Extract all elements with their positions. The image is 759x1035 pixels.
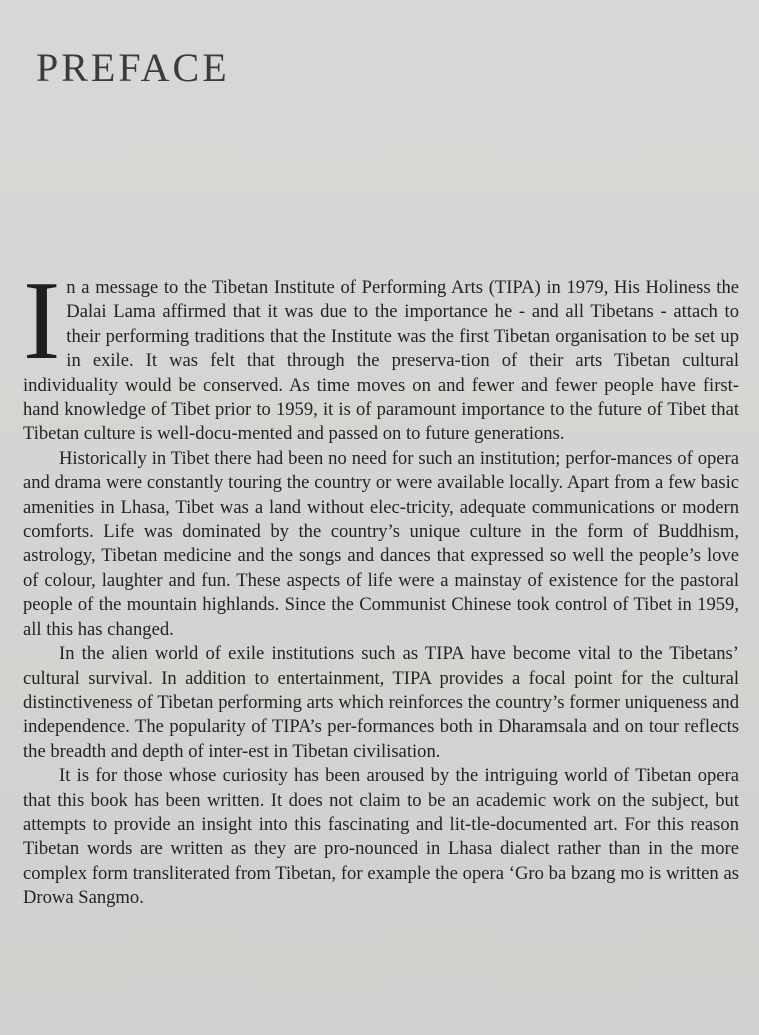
paragraph-4: It is for those whose curiosity has been aroused by the intriguing world of Tibetan opera that this book has been written. It does not claim to be an academic work on the subject, but attempts to provide an insight into this fascinating and lit-tle-documented art. For this reason Tibetan words are written as they are pro-nounced in Lhasa dialect rather than in the more complex form transliterated from Tibetan, for example the opera ‘Gro ba bzang mo is written as Drowa Sangmo. [23,765,739,909]
preface-body [23,259,739,911]
paragraph-1-text: n a message to the Tibetan Institute of Performing Arts (TIPA) in 1979, His Holiness the Dalai Lama affirmed that it was due to the importance he - and all Tibetans - attach to their performing traditions that the Institute was the first Tibetan organisation to be set up in exile. It was felt that through the preserva-tion of their arts Tibetan cultural individuality would be conserved. As time moves on and fewer and fewer people have first-hand knowledge of Tibet prior to 1959, it is of paramount importance to the future of Tibet that Tibetan culture is well-docu-mented and passed on to future generations. [23,277,739,445]
paragraph-1 [23,259,739,447]
paragraph-2: Historically in Tibet there had been no need for such an institution; perfor-mances of opera and drama were constantly touring the country or were available locally. Apart from a few basic amenities in Lhasa, Tibet was a land without elec-tricity, adequate communications or modern comforts. Life was dominated by the country’s unique culture in the form of Buddhism, astrology, Tibetan medicine and the songs and dances that expressed so well the people’s love of colour, laughter and fun. These aspects of life were a mainstay of existence for the pastoral people of the mountain highlands. Since the Communist Chinese took control of Tibet in 1959, all this has changed. [23,447,739,640]
paragraph-3: In the alien world of exile institutions such as TIPA have become vital to the Tibetans’ cultural survival. In addition to entertainment, TIPA provides a focal point for the cultural distinctiveness of Tibetan performing arts which reinforces the country’s former uniqueness and independence. The popularity of TIPA’s per-formances both in Dharamsala and on tour reflects the breadth and depth of inter-est in Tibetan civilisation. [23,643,739,762]
drop-cap: I [23,259,61,383]
page-title: PREFACE [36,45,230,90]
